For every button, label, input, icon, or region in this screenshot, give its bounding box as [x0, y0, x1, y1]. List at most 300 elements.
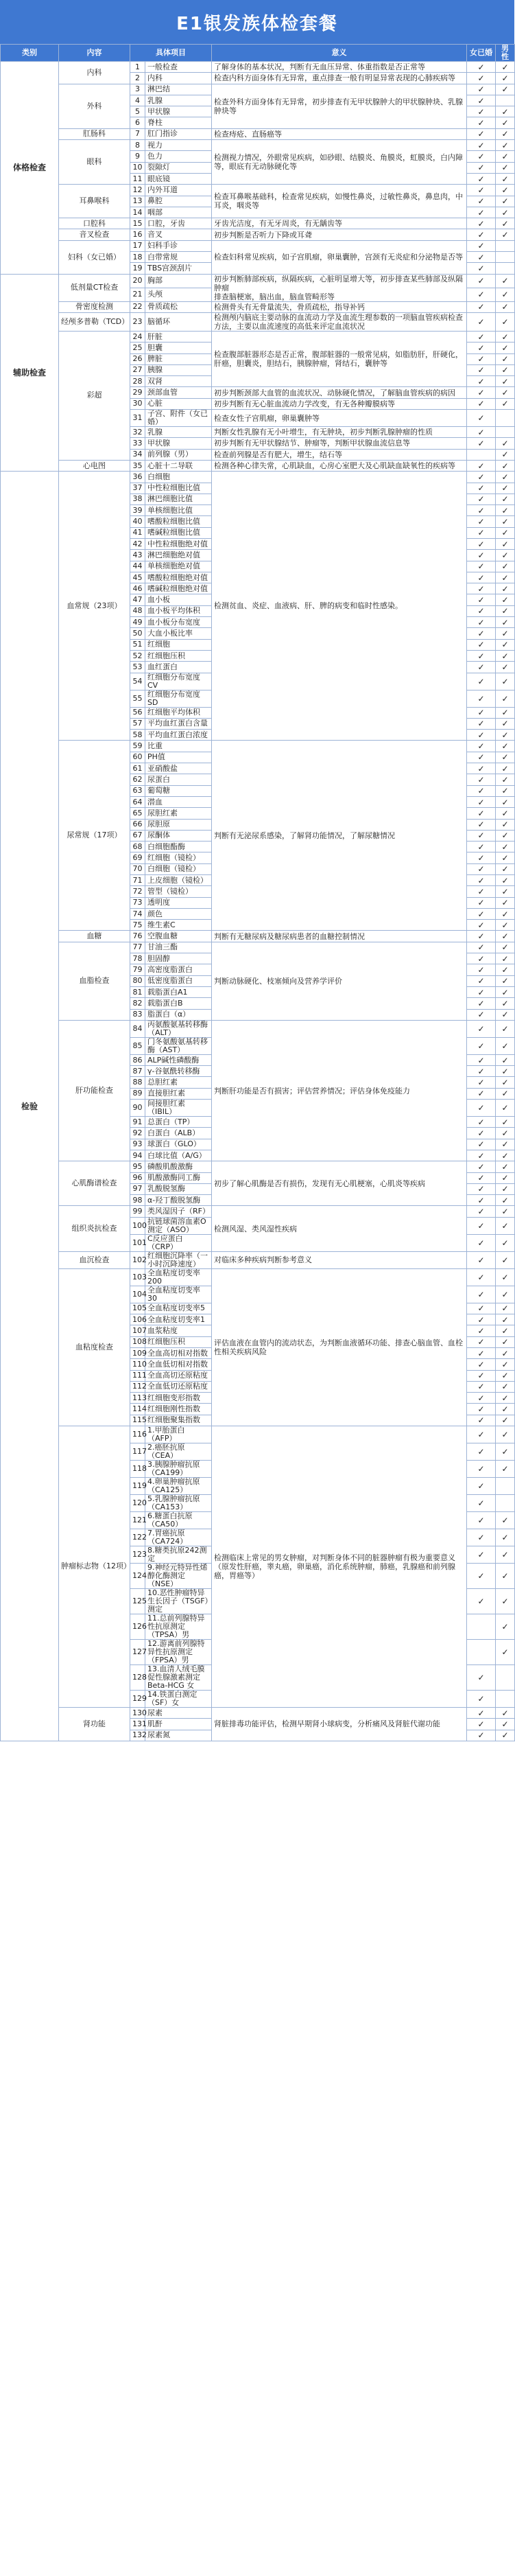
female-check: ✓: [467, 875, 496, 886]
male-check: ✓: [496, 1511, 515, 1529]
female-check: ✓: [467, 1546, 496, 1563]
female-check: ✓: [467, 263, 496, 274]
item-number: 70: [130, 863, 145, 874]
meaning-cell: 检测颅内脑底主要动脉的血流动力学及血流生理参数的一项脑血管疾病检查方法，主要以血流速度的高低来评定血流状况: [212, 312, 467, 331]
male-check: [496, 1690, 515, 1707]
item-name: 肌酐: [145, 1719, 212, 1730]
item-number: 127: [130, 1639, 145, 1664]
male-check: ✓: [496, 1128, 515, 1139]
female-check: ✓: [467, 690, 496, 707]
female-check: ✓: [467, 1268, 496, 1286]
item-name: 嗜酸粒细胞绝对值: [145, 572, 212, 583]
male-check: ✓: [496, 1117, 515, 1128]
male-check: ✓: [496, 842, 515, 852]
female-check: ✓: [467, 763, 496, 774]
item-number: 84: [130, 1020, 145, 1037]
male-check: ✓: [496, 1588, 515, 1614]
item-name: 全血粘度切变率200: [145, 1268, 212, 1286]
male-check: ✓: [496, 718, 515, 729]
male-check: ✓: [496, 331, 515, 342]
female-check: ✓: [467, 1100, 496, 1117]
item-number: 66: [130, 819, 145, 830]
item-name: 血红蛋白: [145, 662, 212, 673]
female-check: ✓: [467, 106, 496, 117]
female-check: ✓: [467, 1172, 496, 1183]
meaning-cell: 对临床多种疾病判断参考意义: [212, 1251, 467, 1268]
item-number: 101: [130, 1234, 145, 1251]
item-name: 乳酸脱氢酶: [145, 1183, 212, 1194]
female-check: ✓: [467, 472, 496, 483]
male-check: ✓: [496, 398, 515, 409]
item-name: 色力: [145, 151, 212, 162]
item-number: 3: [130, 84, 145, 95]
female-check: ✓: [467, 218, 496, 229]
meaning-cell: 判断肝功能是否有损害；评估营养情况；评估身体免疫能力: [212, 1020, 467, 1161]
female-check: ✓: [467, 117, 496, 128]
female-check: ✓: [467, 185, 496, 196]
item-number: 37: [130, 483, 145, 494]
male-check: ✓: [496, 106, 515, 117]
item-name: 红细胞压积: [145, 1336, 212, 1347]
female-check: ✓: [467, 1588, 496, 1614]
item-number: 42: [130, 538, 145, 549]
item-number: 83: [130, 1009, 145, 1020]
male-check: ✓: [496, 301, 515, 312]
male-check: ✓: [496, 207, 515, 218]
female-check: ✓: [467, 343, 496, 353]
male-check: ✓: [496, 538, 515, 549]
table-row: [1, 1268, 515, 1286]
male-check: ✓: [496, 364, 515, 375]
item-number: 65: [130, 808, 145, 819]
male-check: ✓: [496, 908, 515, 919]
item-number: 75: [130, 920, 145, 931]
item-name: 透明度: [145, 897, 212, 908]
item-number: 91: [130, 1117, 145, 1128]
female-check: ✓: [467, 438, 496, 449]
male-check: ✓: [496, 1054, 515, 1065]
female-check: ✓: [467, 662, 496, 673]
male-check: [496, 252, 515, 263]
item-number: 122: [130, 1529, 145, 1546]
item-name: 内外耳道: [145, 185, 212, 196]
male-check: ✓: [496, 572, 515, 583]
item-name: 血小板平均体积: [145, 605, 212, 616]
content-cell: 骨密度检测: [59, 301, 130, 312]
male-check: ✓: [496, 998, 515, 1009]
male-check: ✓: [496, 288, 515, 301]
meaning-cell: 检查外科方面身体有无异常，初步排查有无甲状腺肿大的甲状腺肿块、乳腺肿块等: [212, 84, 467, 128]
item-name: 全血低切相对指数: [145, 1359, 212, 1370]
female-check: ✓: [467, 830, 496, 841]
male-check: ✓: [496, 1195, 515, 1206]
male-check: ✓: [496, 516, 515, 527]
item-name: 甘油三酯: [145, 942, 212, 953]
male-check: [496, 410, 515, 427]
item-name: 胆固醇: [145, 953, 212, 964]
item-name: 子宫、附件（女已婚）: [145, 410, 212, 427]
meaning-cell: 评估血液在血管内的流动状态，为判断血液循环功能、排查心脑血管、血栓性相关疾病风险: [212, 1268, 467, 1426]
male-check: ✓: [496, 1088, 515, 1099]
female-check: ✓: [467, 1286, 496, 1303]
item-name: 丙氨酸氨基转移酶（ALT）: [145, 1020, 212, 1037]
female-check: ✓: [467, 1477, 496, 1494]
male-check: ✓: [496, 920, 515, 931]
item-name: 红细胞刚性指数: [145, 1404, 212, 1415]
female-check: ✓: [467, 353, 496, 364]
item-number: 87: [130, 1066, 145, 1077]
male-check: ✓: [496, 1404, 515, 1415]
male-check: ✓: [496, 353, 515, 364]
content-cell: 外科: [59, 84, 130, 128]
checkup-table: [0, 44, 515, 1741]
female-check: ✓: [467, 207, 496, 218]
table-row: [1, 1161, 515, 1172]
female-check: ✓: [467, 1066, 496, 1077]
male-check: ✓: [496, 796, 515, 807]
meaning-cell: [212, 274, 467, 301]
content-cell: 血糖: [59, 931, 130, 942]
content-cell: 妇科（女已婚）: [59, 240, 130, 274]
item-name: 双肾: [145, 376, 212, 387]
item-name: 心脏十二导联: [145, 460, 212, 471]
item-name: 咽部: [145, 207, 212, 218]
item-number: 92: [130, 1128, 145, 1139]
female-check: ✓: [467, 140, 496, 151]
item-number: 8: [130, 140, 145, 151]
item-name: 8.糖类抗原242测定: [145, 1546, 212, 1563]
item-number: 77: [130, 942, 145, 953]
meaning-cell: 检测视力情况，外眼常见疾病，如砂眼、结膜炎、角膜炎，虹膜炎，白内障等，眼底有无动脉硬化等: [212, 140, 467, 185]
female-check: ✓: [467, 1139, 496, 1150]
item-name: 内科: [145, 73, 212, 84]
item-number: 68: [130, 842, 145, 852]
item-number: 39: [130, 505, 145, 516]
category-cell: 检验: [1, 472, 59, 1741]
male-check: ✓: [496, 897, 515, 908]
male-check: ✓: [496, 707, 515, 718]
item-number: 98: [130, 1195, 145, 1206]
item-name: 红细胞聚集指数: [145, 1415, 212, 1426]
item-name: 单核细胞绝对值: [145, 561, 212, 572]
item-name: 嗜碱粒细胞绝对值: [145, 583, 212, 594]
content-cell: 经颅多普勒（TCD）: [59, 312, 130, 331]
item-number: 64: [130, 796, 145, 807]
item-number: 119: [130, 1477, 145, 1494]
item-number: 117: [130, 1443, 145, 1460]
meaning-cell: 检测骨头有无骨量流失，骨质疏松，指导补钙: [212, 301, 467, 312]
page-title: E1银发族体检套餐: [0, 0, 514, 44]
table-row: [1, 931, 515, 942]
item-number: 38: [130, 494, 145, 504]
male-check: ✓: [496, 1009, 515, 1020]
male-check: ✓: [496, 1546, 515, 1563]
male-check: ✓: [496, 1020, 515, 1037]
item-number: 81: [130, 986, 145, 997]
table-row: [1, 229, 515, 240]
item-name: 红细胞（镜检）: [145, 852, 212, 863]
item-number: 131: [130, 1719, 145, 1730]
item-name: 血浆粘度: [145, 1325, 212, 1336]
item-number: 104: [130, 1286, 145, 1303]
item-name: 心脏: [145, 398, 212, 409]
item-name: TBS宫颈刮片: [145, 263, 212, 274]
female-check: ✓: [467, 1037, 496, 1054]
item-name: 尿胆原: [145, 819, 212, 830]
male-check: ✓: [496, 1415, 515, 1426]
female-check: ✓: [467, 252, 496, 263]
table-row: [1, 460, 515, 471]
female-check: [467, 1614, 496, 1639]
male-check: ✓: [496, 505, 515, 516]
item-number: 45: [130, 572, 145, 583]
meaning-cell: 初步判断颈部大血管的血流状况、动脉硬化情况，了解脑血管疾病的病因: [212, 387, 467, 398]
table-row: [1, 185, 515, 196]
item-number: 12: [130, 185, 145, 196]
item-name: 脑循环: [145, 312, 212, 331]
female-check: ✓: [467, 538, 496, 549]
item-number: 26: [130, 353, 145, 364]
female-check: ✓: [467, 151, 496, 162]
item-number: 100: [130, 1217, 145, 1234]
item-name: 红细胞压积: [145, 650, 212, 661]
female-check: ✓: [467, 387, 496, 398]
item-number: 128: [130, 1664, 145, 1690]
item-number: 51: [130, 639, 145, 650]
male-check: ✓: [496, 162, 515, 173]
item-number: 85: [130, 1037, 145, 1054]
male-check: ✓: [496, 662, 515, 673]
item-number: 82: [130, 998, 145, 1009]
male-check: ✓: [496, 449, 515, 460]
meaning-cell: 牙齿光洁度，有无牙周炎，有无龋齿等: [212, 218, 467, 229]
male-check: ✓: [496, 218, 515, 229]
female-check: ✓: [467, 808, 496, 819]
female-check: ✓: [467, 527, 496, 538]
male-check: ✓: [496, 1529, 515, 1546]
item-name: 乳腺: [145, 427, 212, 438]
male-check: ✓: [496, 808, 515, 819]
male-check: ✓: [496, 819, 515, 830]
female-check: ✓: [467, 1161, 496, 1172]
item-name: 胆囊: [145, 343, 212, 353]
item-number: 61: [130, 763, 145, 774]
item-number: 99: [130, 1206, 145, 1217]
male-check: [496, 95, 515, 106]
header-male: 男性: [496, 45, 515, 62]
item-name: 红细胞沉降率（一小时沉降速度）: [145, 1251, 212, 1268]
item-name: 13.血清人绒毛膜促性腺激素测定Beta-HCG 女: [145, 1664, 212, 1690]
item-number: 48: [130, 605, 145, 616]
item-number: 58: [130, 730, 145, 741]
content-cell: 口腔科: [59, 218, 130, 229]
male-check: ✓: [496, 343, 515, 353]
table-row: [1, 942, 515, 953]
item-number: 47: [130, 594, 145, 605]
item-name: 口腔，牙齿: [145, 218, 212, 229]
item-name: 甲状腺: [145, 106, 212, 117]
male-check: ✓: [496, 1393, 515, 1404]
item-number: 57: [130, 718, 145, 729]
content-cell: 彩超: [59, 331, 130, 460]
item-number: 102: [130, 1251, 145, 1268]
item-number: 89: [130, 1088, 145, 1099]
female-check: ✓: [467, 942, 496, 953]
item-number: 56: [130, 707, 145, 718]
male-check: ✓: [496, 1268, 515, 1286]
female-check: ✓: [467, 288, 496, 301]
male-check: ✓: [496, 1217, 515, 1234]
female-check: ✓: [467, 312, 496, 331]
male-check: ✓: [496, 886, 515, 897]
item-name: 空腹血糖: [145, 931, 212, 942]
female-check: ✓: [467, 998, 496, 1009]
item-name: 大血小板比率: [145, 628, 212, 639]
item-number: 95: [130, 1161, 145, 1172]
meaning-cell: 检测临床上常见的男女肿瘤，对判断身体不同的脏器肿瘤有极为重要意义（原发性肝癌，睾丸癌，卵巢癌，消化系统肿瘤，肺癌，乳腺癌和前列腺癌，胃癌等）: [212, 1426, 467, 1707]
male-check: ✓: [496, 1161, 515, 1172]
male-check: ✓: [496, 62, 515, 73]
item-number: 30: [130, 398, 145, 409]
table-row: [1, 62, 515, 73]
male-check: ✓: [496, 1325, 515, 1336]
female-check: ✓: [467, 628, 496, 639]
item-name: α-羟丁酸脱氢酶: [145, 1195, 212, 1206]
female-check: ✓: [467, 1206, 496, 1217]
item-name: 直接胆红素: [145, 1088, 212, 1099]
male-check: ✓: [496, 1426, 515, 1443]
content-cell: 肝功能检查: [59, 1020, 130, 1161]
item-name: 平均血红蛋白浓度: [145, 730, 212, 741]
content-cell: 低剂量CT检查: [59, 274, 130, 301]
male-check: ✓: [496, 942, 515, 953]
female-check: ✓: [467, 505, 496, 516]
female-check: ✓: [467, 1128, 496, 1139]
item-number: 72: [130, 886, 145, 897]
meaning-cell: 初步判断有无甲状腺结节、肿瘤等，判断甲状腺血流信息等: [212, 438, 467, 449]
item-number: 2: [130, 73, 145, 84]
meaning-cell: 判断动脉硬化、枝塞倾向及营养学评价: [212, 942, 467, 1020]
table-row: [1, 312, 515, 331]
item-name: 乳腺: [145, 95, 212, 106]
item-number: 93: [130, 1139, 145, 1150]
item-number: 24: [130, 331, 145, 342]
female-check: ✓: [467, 196, 496, 207]
item-name: 肛门指诊: [145, 128, 212, 139]
meaning-cell: 检查妇科常见疾病，如子宫肌瘤，卵巢囊肿，宫颈有无炎症和分泌物是否等: [212, 240, 467, 274]
content-cell: 血沉检查: [59, 1251, 130, 1268]
item-name: 音叉: [145, 229, 212, 240]
item-number: 11: [130, 173, 145, 184]
female-check: ✓: [467, 673, 496, 690]
item-number: 96: [130, 1172, 145, 1183]
meaning-cell: 检查痔疮、直肠癌等: [212, 128, 467, 139]
item-number: 74: [130, 908, 145, 919]
female-check: ✓: [467, 1730, 496, 1741]
male-check: ✓: [496, 527, 515, 538]
item-number: 86: [130, 1054, 145, 1065]
item-number: 46: [130, 583, 145, 594]
female-check: ✓: [467, 1511, 496, 1529]
female-check: ✓: [467, 842, 496, 852]
male-check: ✓: [496, 617, 515, 628]
female-check: ✓: [467, 1251, 496, 1268]
item-name: 抗链球菌溶血素O测定（ASO）: [145, 1217, 212, 1234]
male-check: ✓: [496, 1234, 515, 1251]
male-check: ✓: [496, 1370, 515, 1381]
female-check: ✓: [467, 162, 496, 173]
female-check: ✓: [467, 1117, 496, 1128]
item-name: 10.恶性肿瘤特异生长因子（TSGF）测定: [145, 1588, 212, 1614]
item-name: 高密度脂蛋白: [145, 964, 212, 975]
female-check: ✓: [467, 1325, 496, 1336]
male-check: ✓: [496, 1206, 515, 1217]
female-check: ✓: [467, 752, 496, 763]
female-check: ✓: [467, 1690, 496, 1707]
male-check: ✓: [496, 953, 515, 964]
male-check: ✓: [496, 550, 515, 561]
male-check: ✓: [496, 1460, 515, 1477]
female-check: ✓: [467, 364, 496, 375]
item-name: 中性粒细胞比值: [145, 483, 212, 494]
item-number: 129: [130, 1690, 145, 1707]
item-number: 60: [130, 752, 145, 763]
item-number: 108: [130, 1336, 145, 1347]
female-check: ✓: [467, 964, 496, 975]
item-name: 甲状腺: [145, 438, 212, 449]
item-number: 73: [130, 897, 145, 908]
male-check: ✓: [496, 483, 515, 494]
meaning-cell: 了解身体的基本状况，判断有无血压异常、体重指数是否正常等: [212, 62, 467, 73]
content-cell: 肛肠科: [59, 128, 130, 139]
female-check: ✓: [467, 953, 496, 964]
table-row: [1, 140, 515, 151]
female-check: ✓: [467, 494, 496, 504]
item-name: 白细胞酯酶: [145, 842, 212, 852]
male-check: ✓: [496, 1183, 515, 1194]
item-number: 31: [130, 410, 145, 427]
item-name: 白细胞（镜检）: [145, 863, 212, 874]
female-check: ✓: [467, 1303, 496, 1314]
male-check: ✓: [496, 1066, 515, 1077]
item-number: 62: [130, 774, 145, 785]
male-check: ✓: [496, 140, 515, 151]
male-check: [496, 1494, 515, 1511]
table-header: [1, 45, 515, 62]
item-name: 尿胆红素: [145, 808, 212, 819]
meaning-cell: 初步判断是否听力下降或耳聋: [212, 229, 467, 240]
male-check: ✓: [496, 605, 515, 616]
male-check: ✓: [496, 1347, 515, 1358]
table-row: [1, 1251, 515, 1268]
male-check: ✓: [496, 1563, 515, 1588]
female-check: ✓: [467, 1009, 496, 1020]
item-name: 脊柱: [145, 117, 212, 128]
table-row: [1, 1206, 515, 1217]
female-check: ✓: [467, 1314, 496, 1325]
female-check: ✓: [467, 819, 496, 830]
item-number: 90: [130, 1100, 145, 1117]
male-check: ✓: [496, 673, 515, 690]
item-name: 颜色: [145, 908, 212, 919]
content-cell: 组织炎抗检查: [59, 1206, 130, 1251]
item-name: 1.甲胎蛋白（AFP）: [145, 1426, 212, 1443]
female-check: ✓: [467, 741, 496, 752]
female-check: ✓: [467, 62, 496, 73]
female-check: ✓: [467, 84, 496, 95]
female-check: ✓: [467, 707, 496, 718]
female-check: ✓: [467, 1347, 496, 1358]
